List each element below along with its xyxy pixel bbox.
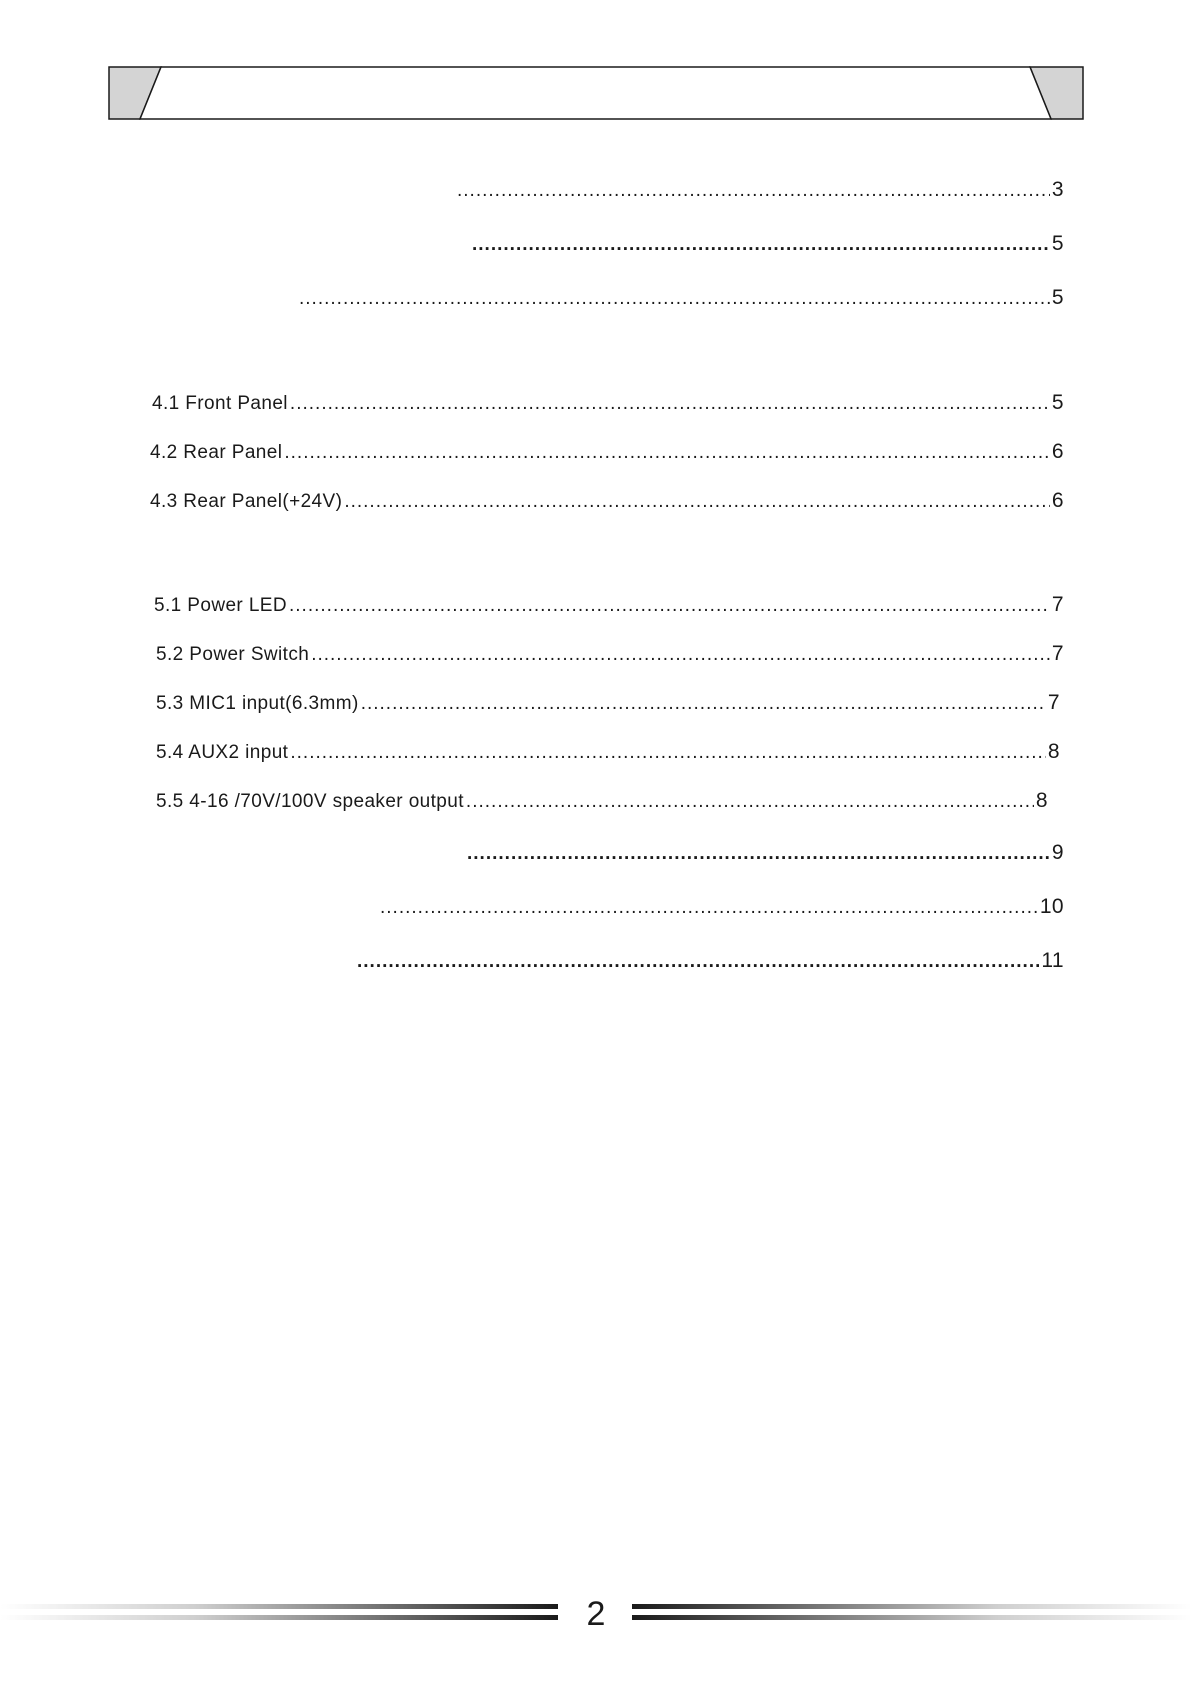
footer-bar-left-bottom — [0, 1615, 558, 1620]
toc-entry-label: 4.3 Rear Panel(+24V) — [150, 491, 343, 512]
toc-entry-label: 5.5 4-16 /70V/100V speaker output — [156, 791, 464, 812]
toc-leader-dots — [457, 180, 1050, 202]
toc-entry-page: 5 — [1051, 286, 1064, 309]
toc-entry[interactable] — [156, 642, 1064, 666]
toc-leader-dots — [361, 693, 1046, 715]
toc-entry-page: 6 — [1051, 440, 1064, 463]
toc-leader-dots — [357, 951, 1039, 973]
header-banner-frame — [140, 67, 1051, 119]
toc-entry-label: 4.2 Rear Panel — [150, 442, 283, 463]
toc-entry[interactable] — [156, 740, 1060, 764]
toc-leader-dots — [380, 897, 1038, 919]
toc-entry[interactable] — [455, 178, 1064, 202]
toc-entry[interactable] — [156, 691, 1060, 715]
header-banner — [0, 0, 1192, 130]
toc-entry-label: 5.1 Power LED — [154, 595, 287, 616]
toc-entry-page: 7 — [1047, 691, 1060, 714]
toc-leader-dots — [467, 843, 1050, 865]
toc-leader-dots — [299, 288, 1050, 310]
toc-entry-page: 7 — [1051, 593, 1064, 616]
toc-entry-label: 4.1 Front Panel — [152, 393, 288, 414]
toc-leader-dots — [472, 234, 1050, 256]
toc-entry[interactable] — [152, 391, 1064, 415]
toc-entry[interactable] — [378, 895, 1064, 919]
toc-entry[interactable] — [154, 593, 1064, 617]
toc-entry-page: 5 — [1051, 232, 1064, 255]
toc-entry[interactable] — [465, 841, 1064, 865]
toc-leader-dots — [290, 393, 1050, 415]
toc-entry[interactable] — [297, 286, 1064, 310]
toc-entry-label: 5.2 Power Switch — [156, 644, 310, 665]
toc-entry-page: 8 — [1047, 740, 1060, 763]
toc-entry-page: 11 — [1041, 949, 1064, 972]
toc-entry-page: 8 — [1035, 789, 1048, 812]
toc-entry[interactable] — [355, 949, 1064, 973]
toc-entry-label: 5.3 MIC1 input(6.3mm) — [156, 693, 359, 714]
toc-leader-dots — [311, 644, 1050, 666]
toc-leader-dots — [289, 595, 1050, 617]
toc-entry-page: 7 — [1051, 642, 1064, 665]
toc-entry-page: 10 — [1039, 895, 1064, 918]
toc-entry-page: 6 — [1051, 489, 1064, 512]
toc-entry-page: 3 — [1051, 178, 1064, 201]
toc-leader-dots — [466, 791, 1034, 813]
toc-entry[interactable] — [150, 489, 1064, 513]
toc-leader-dots — [344, 491, 1050, 513]
page-number: 2 — [586, 1595, 606, 1633]
toc-leader-dots — [284, 442, 1050, 464]
toc-entry[interactable] — [150, 440, 1064, 464]
toc-entry-page: 9 — [1051, 841, 1064, 864]
toc-entry[interactable] — [156, 789, 1048, 813]
toc-leader-dots — [290, 742, 1046, 764]
footer-bar-left-top — [0, 1604, 558, 1609]
toc-entry[interactable] — [470, 232, 1064, 256]
toc-entry-page: 5 — [1051, 391, 1064, 414]
toc-entry-label: 5.4 AUX2 input — [156, 742, 289, 763]
footer-bar-right-top — [632, 1604, 1192, 1609]
footer-bar-right-bottom — [632, 1615, 1192, 1620]
